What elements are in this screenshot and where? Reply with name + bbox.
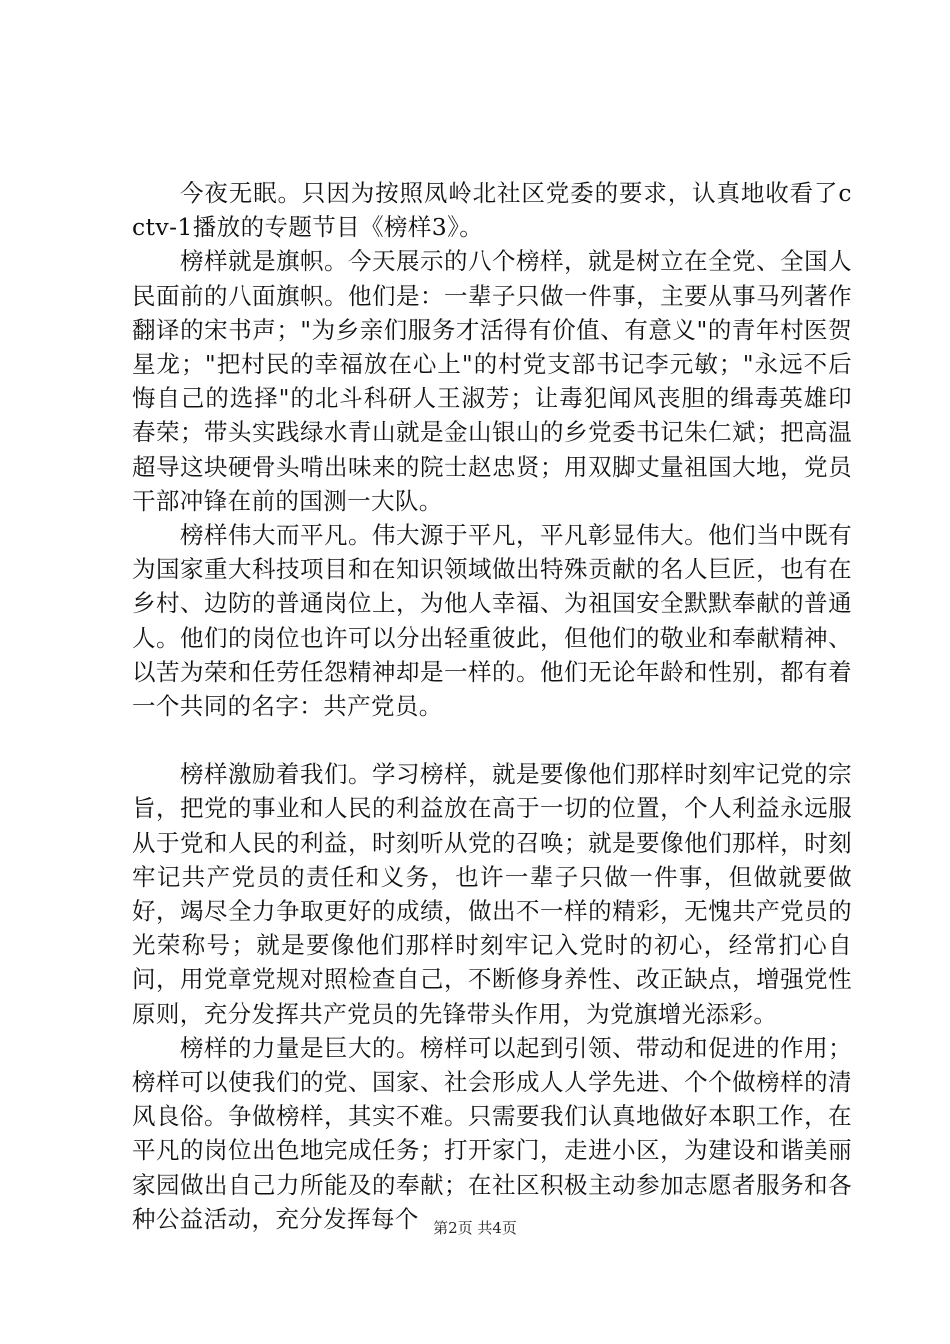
paragraph-inspiration: 榜样激励着我们。学习榜样，就是要像他们那样时刻牢记党的宗旨，把党的事业和人民的利益放在高于一切的位置，个人利益永远服从于党和人民的利益，时刻听从党的召唤；就是要像他们那样，时刻牢记共产党员的责任和义务，也许一辈子只做一件事，但做就要做好，竭尽全力争取更好的成绩，做出不一样的精彩，无愧共产党员的光荣称号；就是要像他们那样时刻牢记入党时的初心，经常扪心自问，用党章党规对照检查自己，不断修身养性、改正缺点，增强党性原则，充分发挥共产党员的先锋带头作用，为党旗增光添彩。 [132,760,852,1028]
page-number-footer: 第2页 共4页 [433,1219,517,1237]
paragraph-power-of-role-models: 榜样的力量是巨大的。榜样可以起到引领、带动和促进的作用；榜样可以使我们的党、国家、社会形成人人学先进、个个做榜样的清风良俗。争做榜样，其实不难。只需要我们认真地做好本职工作，在平凡的岗位出色地完成任务；打开家门，走进小区，为建设和谐美丽家园做出自己力所能及的奉献；在社区积极主动参加志愿者服务和各种公益活动，充分发挥每个 [132,1033,852,1233]
paragraph-intro: 今夜无眠。只因为按照凤岭北社区党委的要求，认真地收看了cctv-1播放的专题节目《榜样3》。 [132,179,852,242]
paragraph-role-models-banner: 榜样就是旗帜。今天展示的八个榜样，就是树立在全党、全国人民面前的八面旗帜。他们是：一辈子只做一件事，主要从事马列著作翻译的宋书声；"为乡亲们服务才活得有价值、有意义"的青年村医贺星龙；"把村民的幸福放在心上"的村党支部书记李元敏；"永远不后悔自己的选择"的北斗科研人王淑芳；让毒犯闻风丧胆的缉毒英雄印春荣；带头实践绿水青山就是金山银山的乡党委书记朱仁斌；把高温超导这块硬骨头啃出味来的院士赵忠贤；用双脚丈量祖国大地，党员干部冲锋在前的国测一大队。 [132,247,852,515]
body-text [132,176,852,1236]
paragraph-great-and-ordinary: 榜样伟大而平凡。伟大源于平凡，平凡彰显伟大。他们当中既有为国家重大科技项目和在知识领域做出特殊贡献的名人巨匠，也有在乡村、边防的普通岗位上，为他人幸福、为祖国安全默默奉献的普通人。他们的岗位也许可以分出轻重彼此，但他们的敬业和奉献精神、以苦为荣和任劳任怨精神却是一样的。他们无论年龄和性别，都有着一个共同的名字：共产党员。 [132,521,852,721]
